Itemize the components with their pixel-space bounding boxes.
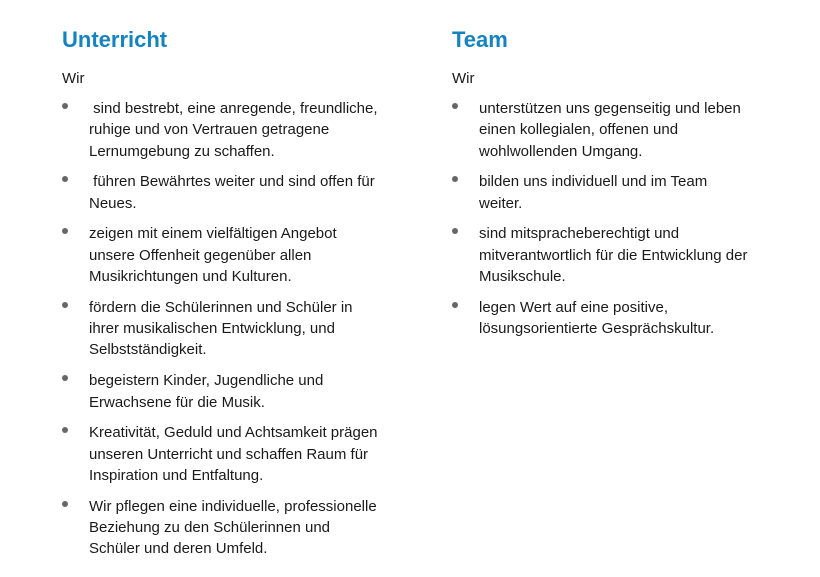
list-item-line: Kreativität, Geduld und Achtsamkeit prägen bbox=[89, 424, 378, 442]
list-item-text bbox=[89, 223, 412, 287]
unterricht-list bbox=[62, 98, 412, 569]
list-item-text bbox=[479, 223, 802, 287]
list-item bbox=[62, 370, 412, 413]
bullet-icon bbox=[452, 103, 458, 109]
team-intro: Wir bbox=[452, 70, 475, 87]
bullet-icon bbox=[62, 176, 68, 182]
list-item-text bbox=[89, 422, 412, 486]
list-item-line: Selbstständigkeit. bbox=[89, 341, 207, 359]
team-list bbox=[452, 98, 802, 349]
bullet-icon bbox=[452, 302, 458, 308]
list-item-line: ruhige und von Vertrauen getragene bbox=[89, 121, 330, 139]
list-item bbox=[62, 171, 412, 214]
list-item-line: mitverantwortlich für die Entwicklung der bbox=[479, 246, 748, 264]
bullet-icon bbox=[62, 103, 68, 109]
unterricht-intro: Wir bbox=[62, 70, 85, 87]
bullet-icon bbox=[62, 375, 68, 381]
list-item bbox=[452, 223, 802, 287]
list-item-text bbox=[89, 171, 412, 214]
list-item-text bbox=[479, 297, 802, 340]
list-item bbox=[62, 98, 412, 162]
list-item-line: Musikrichtungen und Kulturen. bbox=[89, 268, 292, 286]
list-item-line: sind bestrebt, eine anregende, freundliche, bbox=[89, 100, 378, 117]
list-item-line: Wir pflegen eine individuelle, professionelle bbox=[89, 497, 377, 515]
bullet-icon bbox=[62, 501, 68, 507]
list-item-line: Lernumgebung zu schaffen. bbox=[89, 142, 275, 160]
list-item bbox=[62, 422, 412, 486]
list-item-line: legen Wert auf eine positive, bbox=[479, 298, 669, 316]
list-item-text bbox=[479, 98, 802, 162]
list-item-line: ihrer musikalischen Entwicklung, und bbox=[89, 320, 335, 338]
bullet-icon bbox=[62, 427, 68, 433]
list-item-line: bilden uns individuell und im Team bbox=[479, 173, 708, 191]
list-item-line: Beziehung zu den Schülerinnen und bbox=[89, 519, 331, 537]
list-item-line: Musikschule. bbox=[479, 268, 566, 286]
bullet-icon bbox=[452, 228, 458, 234]
list-item-line: führen Bewährtes weiter und sind offen für bbox=[89, 173, 375, 191]
list-item-line: Neues. bbox=[89, 194, 137, 212]
bullet-icon bbox=[62, 228, 68, 234]
team-heading: Team bbox=[452, 27, 508, 52]
list-item-text bbox=[89, 297, 412, 361]
list-item bbox=[452, 98, 802, 162]
list-item-line: wohlwollenden Umgang. bbox=[479, 142, 643, 160]
list-item-text bbox=[89, 496, 412, 560]
list-item-line: begeistern Kinder, Jugendliche und bbox=[89, 372, 324, 390]
list-item bbox=[452, 171, 802, 214]
list-item-line: weiter. bbox=[479, 194, 523, 212]
bullet-icon bbox=[62, 302, 68, 308]
list-item-line: zeigen mit einem vielfältigen Angebot bbox=[89, 225, 337, 243]
bullet-icon bbox=[452, 176, 458, 182]
list-item-line: Inspiration und Entfaltung. bbox=[89, 466, 264, 484]
list-item-text bbox=[89, 98, 412, 162]
list-item-line: sind mitspracheberechtigt und bbox=[479, 225, 680, 243]
list-item bbox=[62, 297, 412, 361]
list-item-text bbox=[89, 370, 412, 413]
unterricht-heading: Unterricht bbox=[62, 27, 168, 52]
list-item-line: fördern die Schülerinnen und Schüler in bbox=[89, 298, 353, 316]
list-item-line: lösungsorientierte Gesprächskultur. bbox=[479, 320, 715, 338]
list-item-text bbox=[479, 171, 802, 214]
list-item-line: Schüler und deren Umfeld. bbox=[89, 540, 268, 558]
list-item-line: unterstützen uns gegenseitig und leben bbox=[479, 100, 741, 117]
list-item-line: unsere Offenheit gegenüber allen bbox=[89, 246, 312, 264]
list-item bbox=[62, 496, 412, 560]
list-item-line: unseren Unterricht und schaffen Raum für bbox=[89, 445, 369, 463]
list-item bbox=[62, 223, 412, 287]
list-item-line: einen kollegialen, offenen und bbox=[479, 121, 679, 139]
list-item-line: Erwachsene für die Musik. bbox=[89, 393, 265, 411]
list-item bbox=[452, 297, 802, 340]
